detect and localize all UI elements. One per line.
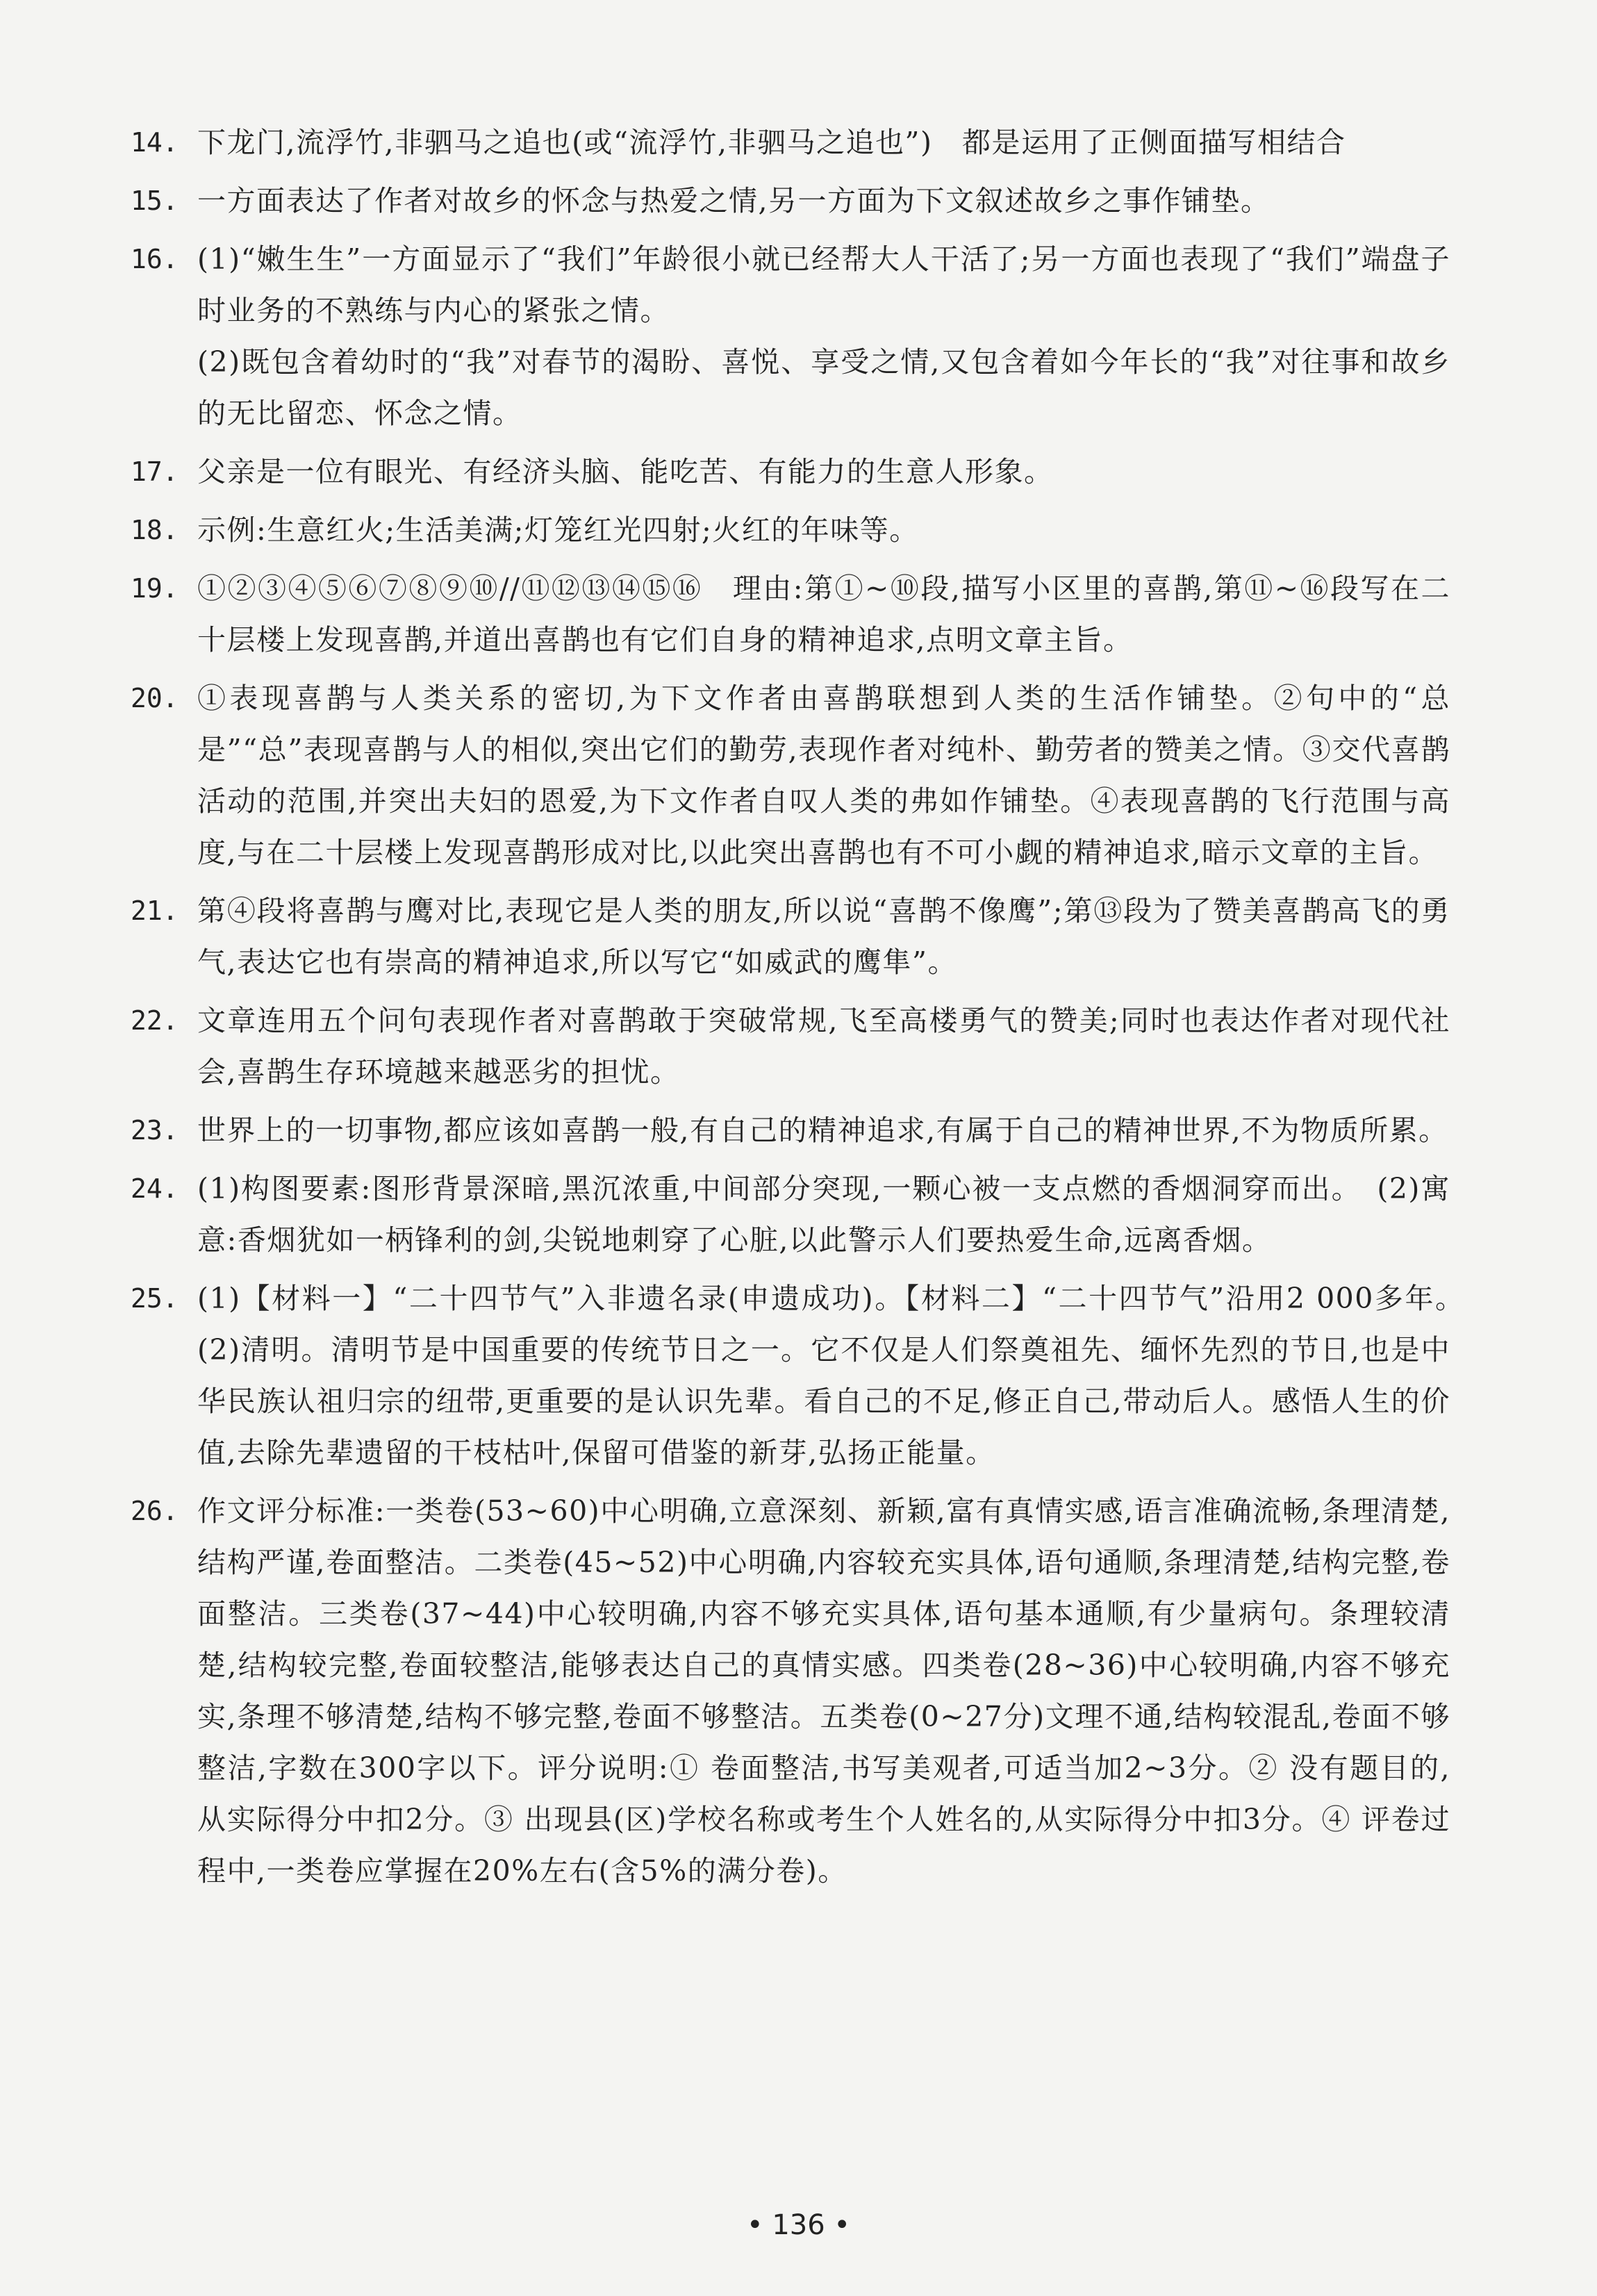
answer-number: 23.	[131, 1115, 179, 1146]
answer-text: 父亲是一位有眼光、有经济头脑、能吃苦、有能力的生意人形象。	[197, 455, 1054, 488]
answer-item	[131, 504, 1450, 556]
answer-text: (1)“嫩生生”一方面显示了“我们”年龄很小就已经帮大人干活了;另一方面也表现了“我们”端盘子时业务的不熟练与内心的紧张之情。	[197, 242, 1450, 327]
answer-item	[131, 175, 1450, 226]
answer-number: 21.	[131, 895, 179, 926]
answer-text: 作文评分标准:一类卷(53~60)中心明确,立意深刻、新颖,富有真情实感,语言准确流畅,条理清楚,结构严谨,卷面整洁。二类卷(45~52)中心明确,内容较充实具体,语句通顺,条理清楚,结构完整,卷面整洁。三类卷(37~44)中心较明确,内容不够充实具体,语句基本通顺,有少量病句。条理较清楚,结构较完整,卷面较整洁,能够表达自己的真情实感。四类卷(28~36)中心较明确,内容不够充实,条理不够清楚,结构不够完整,卷面不够整洁。五类卷(0~27分)文理不通,结构较混乱,卷面不够整洁,字数在300字以下。评分说明:① 卷面整洁,书写美观者,可适当加2~3分。② 没有题目的,从实际得分中扣2分。③ 出现县(区)学校名称或考生个人姓名的,从实际得分中扣3分。④ 评卷过程中,一类卷应掌握在20%左右(含5%的满分卷)。	[197, 1494, 1450, 1888]
answer-item	[131, 1163, 1450, 1266]
answer-number: 15.	[131, 185, 179, 216]
answer-text: 下龙门,流浮竹,非驷马之追也(或“流浮竹,非驷马之追也”) 都是运用了正侧面描写相结合	[197, 126, 1346, 159]
answer-number: 19.	[131, 573, 179, 604]
answer-number: 24.	[131, 1173, 179, 1204]
answer-list	[131, 117, 1480, 1903]
answer-number: 20.	[131, 683, 179, 713]
answer-text: 示例:生意红火;生活美满;灯笼红光四射;火红的年味等。	[197, 513, 919, 547]
answer-text: (2)既包含着幼时的“我”对春节的渴盼、喜悦、享受之情,又包含着如今年长的“我”对往事和故乡的无比留恋、怀念之情。	[197, 345, 1450, 430]
answer-text: (1)构图要素:图形背景深暗,黑沉浓重,中间部分突现,一颗心被一支点燃的香烟洞穿而出。 (2)寓意:香烟犹如一柄锋利的剑,尖锐地刺穿了心脏,以此警示人们要热爱生命,远离香烟。	[197, 1172, 1450, 1257]
answer-text: 文章连用五个问句表现作者对喜鹊敢于突破常规,飞至高楼勇气的赞美;同时也表达作者对现代社会,喜鹊生存环境越来越恶劣的担忧。	[197, 1004, 1450, 1089]
answer-text: 一方面表达了作者对故乡的怀念与热爱之情,另一方面为下文叙述故乡之事作铺垫。	[197, 184, 1271, 217]
answer-number: 17.	[131, 456, 179, 487]
answer-item	[131, 995, 1450, 1098]
answer-number: 25.	[131, 1283, 179, 1314]
answer-item	[131, 117, 1450, 168]
answer-number: 14.	[131, 127, 179, 158]
answer-item	[131, 1105, 1450, 1156]
answer-text: (1)【材料一】“二十四节气”入非遗名录(申遗成功)。【材料二】“二十四节气”沿用2 000多年。 (2)清明。清明节是中国重要的传统节日之一。它不仅是人们祭奠祖先、缅怀先烈的节日,也是中华民族认祖归宗的纽带,更重要的是认识先辈。看自己的不足,修正自己,带动后人。感悟人生的价值,去除先辈遗留的干枝枯叶,保留可借鉴的新芽,弘扬正能量。	[197, 1282, 1480, 1469]
answer-text: 世界上的一切事物,都应该如喜鹊一般,有自己的精神追求,有属于自己的精神世界,不为物质所累。	[197, 1114, 1448, 1147]
answer-number: 22.	[131, 1005, 179, 1036]
answer-text: ①②③④⑤⑥⑦⑧⑨⑩//⑪⑫⑬⑭⑮⑯ 理由:第①~⑩段,描写小区里的喜鹊,第⑪~⑯段写在二十层楼上发现喜鹊,并道出喜鹊也有它们自身的精神追求,点明文章主旨。	[197, 572, 1450, 656]
answer-text: ①表现喜鹊与人类关系的密切,为下文作者由喜鹊联想到人类的生活作铺垫。②句中的“总是”“总”表现喜鹊与人的相似,突出它们的勤劳,表现作者对纯朴、勤劳者的赞美之情。③交代喜鹊活动的范围,并突出夫妇的恩爱,为下文作者自叹人类的弗如作铺垫。④表现喜鹊的飞行范围与高度,与在二十层楼上发现喜鹊形成对比,以此突出喜鹊也有不可小觑的精神追求,暗示文章的主旨。	[197, 682, 1450, 869]
answer-item	[131, 885, 1450, 988]
answer-item	[131, 563, 1450, 666]
answer-item	[131, 1485, 1450, 1897]
answer-item	[131, 672, 1450, 878]
answer-number: 26.	[131, 1496, 179, 1526]
answer-item	[131, 233, 1450, 439]
page-number: • 136 •	[747, 2209, 850, 2241]
answer-text: 第④段将喜鹊与鹰对比,表现它是人类的朋友,所以说“喜鹊不像鹰”;第⑬段为了赞美喜鹊高飞的勇气,表达它也有崇高的精神追求,所以写它“如威武的鹰隼”。	[197, 894, 1450, 979]
answer-item	[131, 446, 1450, 497]
answer-number: 16.	[131, 244, 179, 274]
answer-item	[131, 1273, 1480, 1478]
answer-number: 18.	[131, 515, 179, 545]
